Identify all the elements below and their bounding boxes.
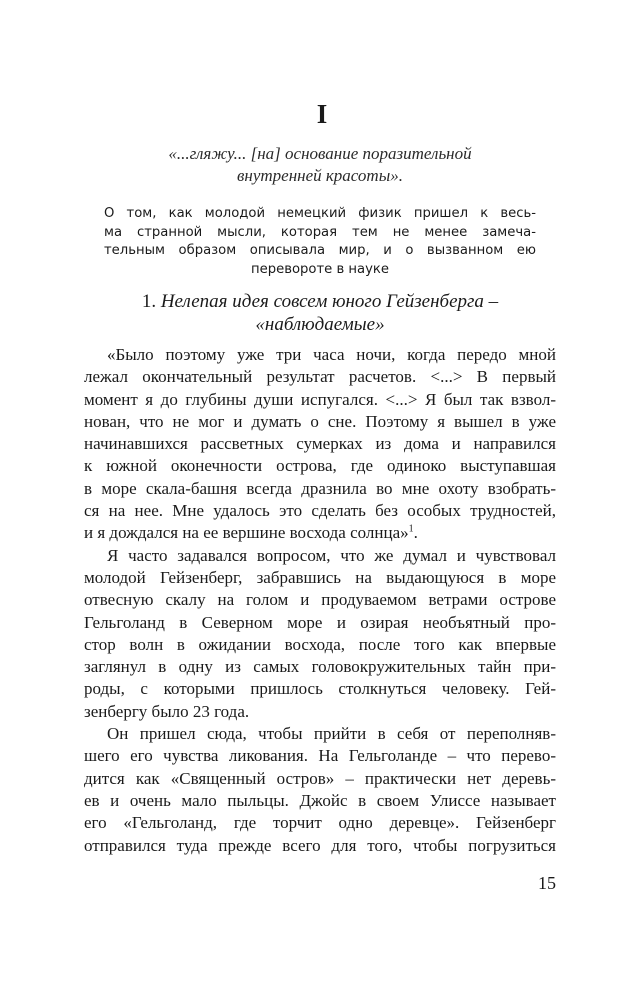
chapter-number: I	[316, 99, 328, 129]
summary-line: перевороте в науке	[250, 261, 390, 277]
body-line: дится как «Священный остров» – практически нет деревь-	[84, 768, 556, 788]
section-title: «наблюдаемые»	[255, 314, 385, 335]
body-line: к южной оконечности острова, где одиноко выступавшая	[84, 456, 556, 476]
chapter-summary	[104, 205, 536, 279]
epigraph-line: «...гляжу... [на] основание поразительной	[168, 144, 472, 163]
body-line-text: и я дождался на ее вершине восхода солнца»	[84, 523, 409, 543]
body-line-text: .	[413, 523, 418, 543]
epigraph-line: внутренней красоты».	[237, 166, 403, 185]
body-line: Гельголанд в Северном море и озирая необъятный про-	[84, 612, 556, 632]
body-line: ев и очень мало пыльцы. Джойс в своем Улиссе называет	[84, 790, 556, 810]
body-line	[84, 522, 556, 544]
body-line: отправился туда прежде всего для того, чтобы погрузиться	[84, 835, 556, 855]
section-title: Нелепая идея совсем юного Гейзенберга –	[160, 291, 499, 312]
body-line: зенбергу было 23 года.	[84, 701, 250, 721]
body-line: ся на нее. Мне удалось это сделать без особых трудностей,	[84, 501, 556, 521]
body-line: молодой Гейзенберг, забравшись на выдающуюся в море	[84, 567, 556, 587]
summary-line: ма странной мысли, которая тем не менее замеча-	[104, 224, 536, 240]
body-line: Он пришел сюда, чтобы прийти в себя от переполняв-	[107, 724, 556, 744]
body-line: момент я до глубины души испугался. <...> Я был так взвол-	[84, 389, 556, 409]
epigraph	[84, 143, 556, 187]
body-line: шего его чувства ликования. На Гельголанде – что перево-	[84, 746, 556, 766]
body-line: отвесную скалу на голом и продуваемом ветрами острове	[84, 590, 556, 610]
summary-line: тельным образом описывала мир, и о вызванном ею	[104, 243, 536, 258]
body-line: в море скала-башня всегда дразнила во мне охоту взобрать-	[84, 478, 556, 498]
body-line: нован, что не мог и думать о сне. Поэтому я вышел в уже	[84, 411, 556, 431]
section-number: 1.	[141, 291, 157, 312]
summary-line: О том, как молодой немецкий физик пришел к весь-	[104, 206, 536, 221]
body-line: лежал окончательный результат расчетов. <...> В первый	[84, 367, 556, 387]
section-heading	[84, 290, 556, 336]
footnote-reference[interactable]: 1	[408, 523, 414, 535]
body-line: его «Гельголанд, где торчит одно деревце». Гейзенберг	[84, 813, 556, 833]
body-line: заглянул в одну из самых головокружительных тайн при-	[84, 657, 556, 677]
body-line: начинавшихся рассветных сумерках из дома и направился	[84, 434, 556, 454]
body-text	[84, 344, 556, 857]
body-line: роды, с которыми пришлось столкнуться человеку. Гей-	[84, 679, 556, 699]
page-number: 15	[538, 873, 556, 893]
body-line: стор волн в ожидании восхода, после того как впервые	[84, 634, 556, 654]
body-line: Я часто задавался вопросом, что же думал и чувствовал	[107, 545, 556, 565]
body-line: «Было поэтому уже три часа ночи, когда передо мной	[107, 345, 556, 364]
